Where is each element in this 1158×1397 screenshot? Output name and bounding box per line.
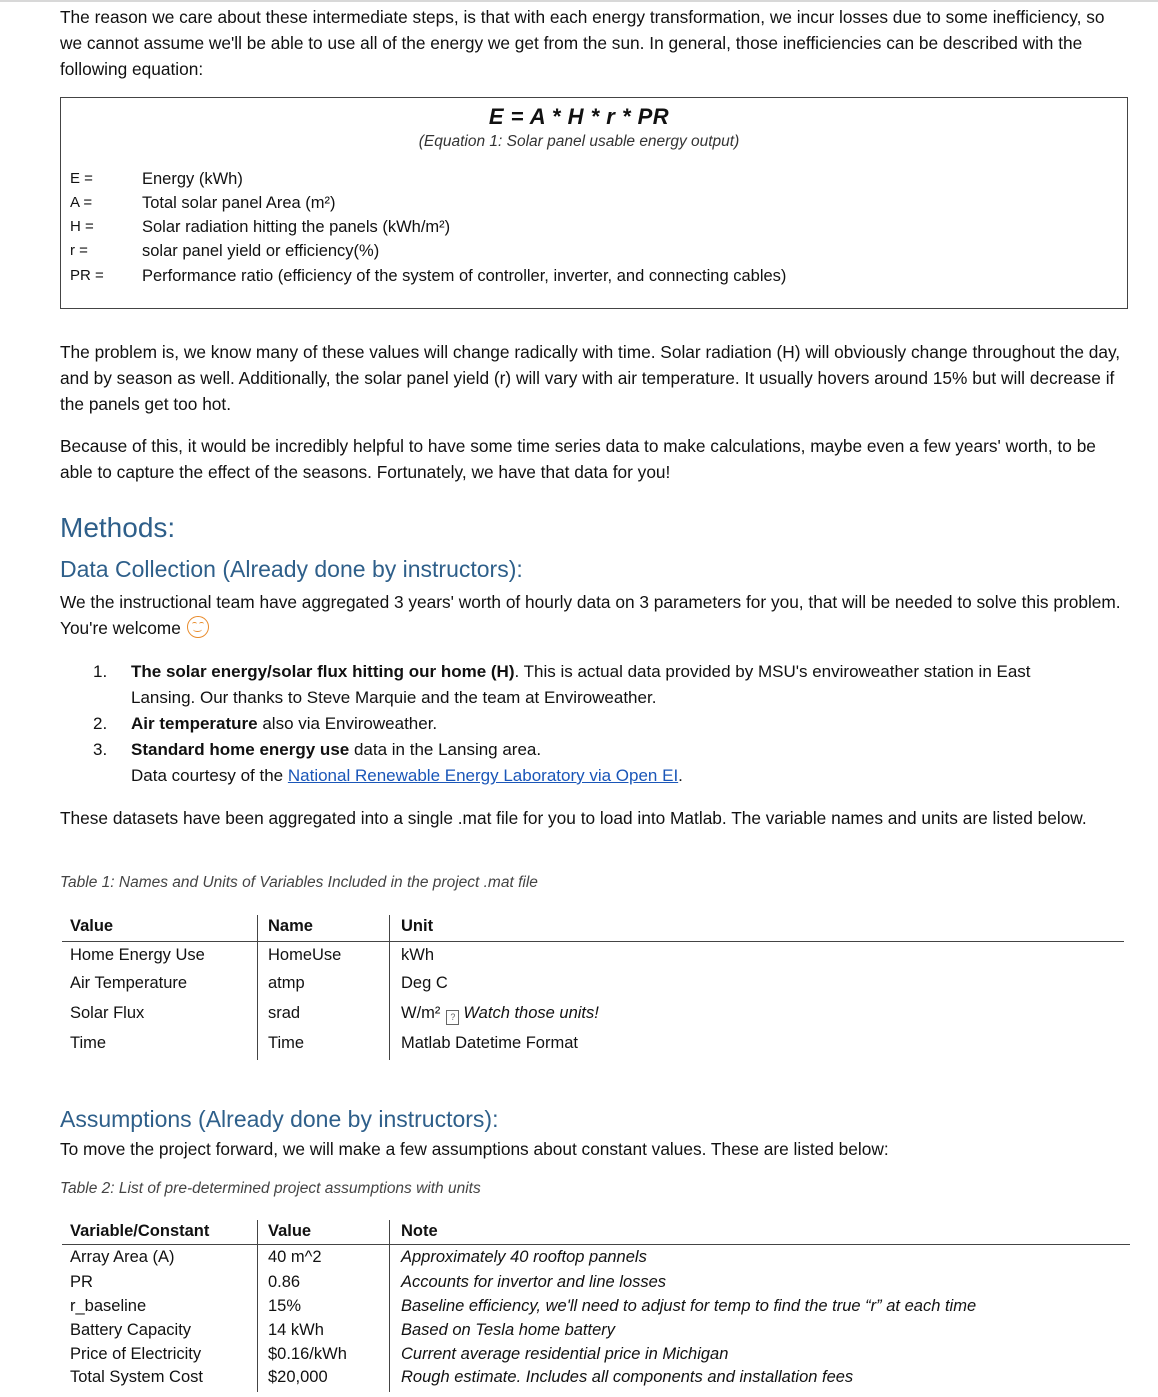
table-cell-note: Accounts for invertor and line losses [401, 1273, 667, 1291]
table-divider [257, 915, 258, 1060]
table-cell-unit [401, 1004, 599, 1025]
courtesy-prefix: Data courtesy of the [131, 766, 288, 785]
intro-paragraph: The reason we care about these intermediate steps, is that with each energy transformation, we incur losses due to some inefficiency, so we cannot assume we'll be able to use all of the energy we get from the sun. In general, those inefficiencies can be described with the following equation: [60, 7, 1105, 79]
list-text [131, 659, 1091, 711]
table-cell: 0.86 [268, 1273, 301, 1291]
table1-caption: Table 1: Names and Units of Variables Included in the project .mat file [60, 874, 538, 891]
list-number: 1. [93, 662, 108, 681]
aggregate-paragraph: These datasets have been aggregated into a single .mat file for you to load into Matlab. The variable names and units are listed below. [60, 808, 1087, 828]
variable-definition: Energy (kWh) [142, 170, 243, 188]
list-text [131, 711, 1091, 737]
variable-definition: Solar radiation hitting the panels (kWh/m²) [142, 218, 451, 236]
table-cell: $0.16/kWh [268, 1345, 347, 1363]
table-cell: Solar Flux [70, 1004, 145, 1022]
table-divider [389, 915, 390, 1060]
table-cell-note: Based on Tesla home battery [401, 1321, 616, 1339]
list-rest: data in the Lansing area. [349, 740, 542, 759]
table1-header-value: Value [70, 917, 114, 935]
data-collection-intro-text: We the instructional team have aggregated 3 years' worth of hourly data on 3 parameters for you, that will be needed to solve this problem. You're welcome [60, 592, 1121, 638]
table-cell: kWh [401, 946, 434, 964]
variable-symbol: H = [70, 218, 94, 235]
srad-note: Watch those units! [463, 1004, 599, 1022]
table-cell: Time [70, 1034, 107, 1052]
list-rest: also via Enviroweather. [257, 714, 438, 733]
table-cell: Total System Cost [70, 1368, 203, 1386]
table-cell: Deg C [401, 974, 448, 992]
data-collection-heading: Data Collection (Already done by instructors): [60, 556, 523, 582]
missing-glyph-icon: ? [446, 1010, 459, 1025]
data-collection-intro [60, 589, 1130, 641]
list-bold: The solar energy/solar flux hitting our home (H) [131, 662, 515, 681]
assumptions-heading: Assumptions (Already done by instructors): [60, 1106, 499, 1132]
table-cell: Array Area (A) [70, 1248, 175, 1266]
table-cell: r_baseline [70, 1297, 147, 1315]
table-cell: Home Energy Use [70, 946, 205, 964]
table-header-rule [62, 1244, 1130, 1245]
table-cell: Matlab Datetime Format [401, 1034, 578, 1052]
table-cell: PR [70, 1273, 93, 1291]
table2-header-note: Note [401, 1222, 438, 1240]
table-divider [389, 1220, 390, 1392]
table-cell: $20,000 [268, 1368, 328, 1386]
page-top-border [0, 0, 1158, 2]
table2-header-variable: Variable/Constant [70, 1222, 210, 1240]
table-cell: Price of Electricity [70, 1345, 202, 1363]
list-number: 2. [93, 714, 108, 733]
table-cell: srad [268, 1004, 301, 1022]
variable-definition: solar panel yield or efficiency(%) [142, 242, 380, 260]
table-cell: HomeUse [268, 946, 342, 964]
variable-definition: Performance ratio (efficiency of the system of controller, inverter, and connecting cables) [142, 267, 787, 285]
smiley-icon [187, 616, 209, 638]
variable-symbol: r = [70, 242, 88, 259]
equation-caption: (Equation 1: Solar panel usable energy output) [418, 133, 740, 150]
nrel-link[interactable]: National Renewable Energy Laboratory via Open EI [287, 766, 679, 785]
variable-definition: Total solar panel Area (m²) [142, 194, 336, 212]
table2-header-value: Value [268, 1222, 312, 1240]
table-cell-note: Current average residential price in Michigan [401, 1345, 729, 1363]
table-cell: Air Temperature [70, 974, 188, 992]
list-rest: . This is actual data provided by MSU's enviroweather station in East Lansing. Our thanks to Steve Marquie and the team at Enviroweather. [131, 662, 1031, 707]
table-cell-note: Approximately 40 rooftop pannels [401, 1248, 647, 1266]
variable-symbol: PR = [70, 267, 104, 284]
equation-formula: E = A * H * r * PR [488, 104, 670, 129]
table-cell: 14 kWh [268, 1321, 324, 1339]
table-cell-note: Rough estimate. Includes all components and installation fees [401, 1368, 854, 1386]
courtesy-suffix: . [678, 766, 683, 785]
table-cell: Battery Capacity [70, 1321, 192, 1339]
table-divider [257, 1220, 258, 1392]
problem-paragraph: The problem is, we know many of these values will change radically with time. Solar radiation (H) will obviously change throughout the day, and by season as well. Additionally, the solar panel yield (r) will vary with air temperature. It usually hovers around 15% but will decrease if the panels get too hot. [60, 342, 1121, 414]
table-cell-note: Baseline efficiency, we'll need to adjust for temp to find the true “r” at each time [401, 1297, 977, 1315]
list-bold: Standard home energy use [131, 740, 350, 759]
table1-header-unit: Unit [401, 917, 434, 935]
table-cell: Time [268, 1034, 305, 1052]
table-header-rule [62, 941, 1124, 942]
seasons-paragraph: Because of this, it would be incredibly helpful to have some time series data to make calculations, maybe even a few years' worth, to be able to capture the effect of the seasons. Fortunately, we have that data for you! [60, 436, 1096, 482]
table1-header-name: Name [268, 917, 313, 935]
list-bold: Air temperature [131, 714, 258, 733]
list-text [131, 737, 1091, 763]
variable-symbol: A = [70, 194, 93, 211]
srad-unit: W/m² [401, 1004, 441, 1022]
methods-heading: Methods: [60, 512, 176, 543]
list-number: 3. [93, 740, 108, 759]
table-cell: atmp [268, 974, 305, 992]
assumptions-intro: To move the project forward, we will make a few assumptions about constant values. These are listed below: [60, 1139, 889, 1159]
variable-symbol: E = [70, 170, 93, 187]
table2-caption: Table 2: List of pre-determined project assumptions with units [60, 1180, 481, 1197]
table-cell: 40 m^2 [268, 1248, 322, 1266]
table-cell: 15% [268, 1297, 302, 1315]
